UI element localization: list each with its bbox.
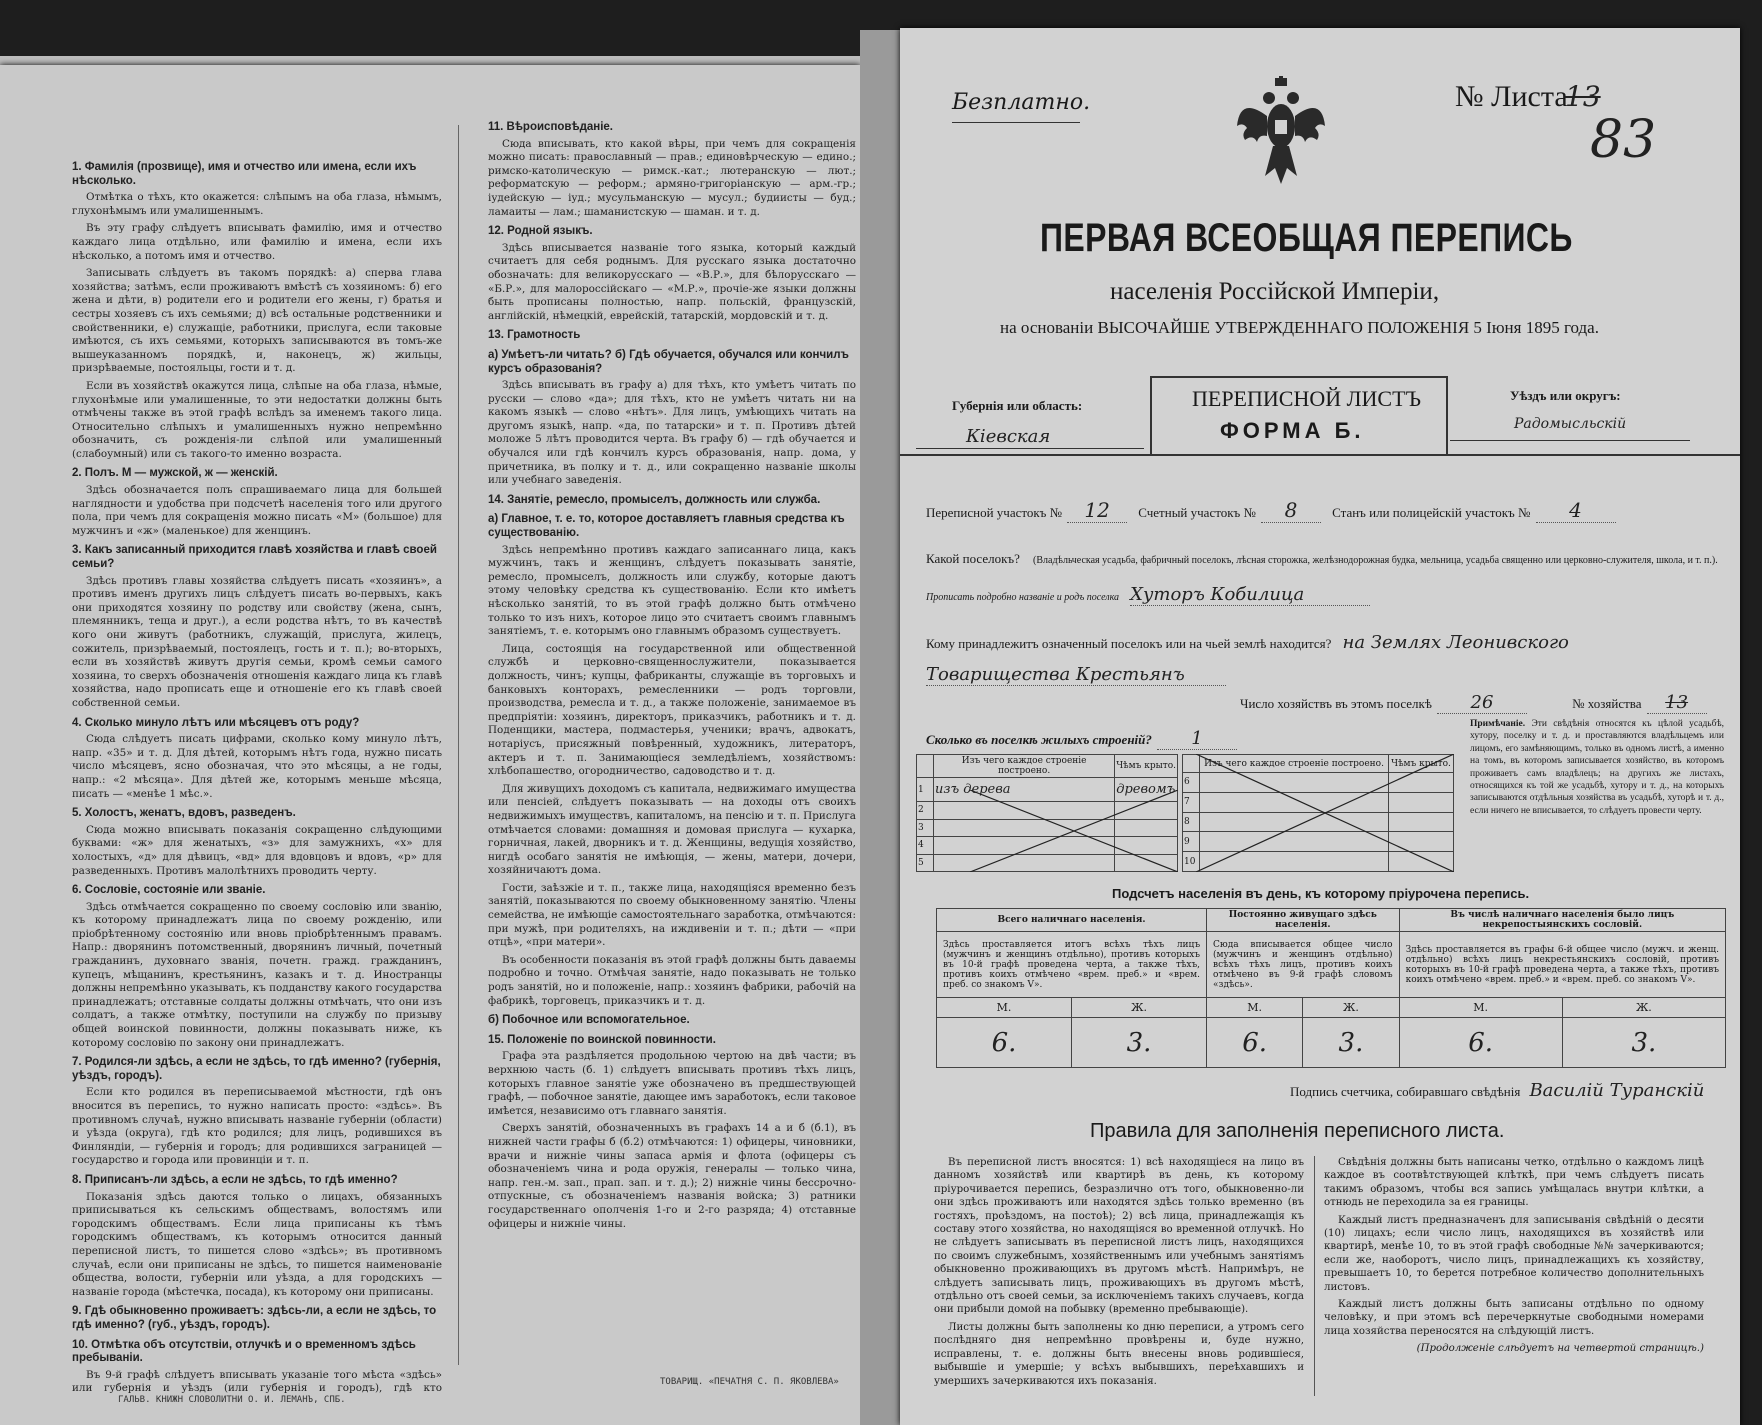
instruction-heading: 10. Отмѣтка объ отсутствіи, отлучкѣ и о временномъ здѣсь пребываніи. [72,1338,416,1365]
instruction-heading: 5. Холостъ, женатъ, вдовъ, разведенъ. [72,807,296,820]
count-district-value: 8 [1261,498,1321,523]
instruction-heading: 11. Вѣроисповѣданіе. [488,121,613,133]
count-col-desc: Здѣсь проставляется въ графы 6-й общее число (мужч. и женщ. отдѣльно) всѣхъ лицъ некрестьянскихъ сословій, противъ которыхъ въ 10-й графѣ проведена черта, а также тѣхъ, противъ коихъ отмѣчено «врем. преб.» и «врем. преб. со знакомъ V». [1399,932,1725,998]
female-header: Ж. [1072,998,1207,1018]
building-row: 1 изъ дерева древомъ [917,778,1178,802]
building-row: 10 [1183,852,1454,872]
uezd-label: Уѣздъ или округъ: [1510,388,1621,403]
instruction-heading: 2. Полъ. М — мужской, ж — женскій. [72,467,278,480]
count-col-head: Всего наличнаго населенія. [937,909,1207,932]
female-header: Ж. [1562,998,1725,1018]
non-peasant-male-count: 6. [1399,1018,1562,1068]
instruction-paragraph: Въ 9-й графѣ слѣдуетъ вписывать указаніе того мѣста «здѣсь» или губернія и уѣздъ (или губернія и городъ), гдѣ кто [72,1368,442,1395]
count-col-head: Постоянно живущаго здѣсь населенія. [1207,909,1400,932]
district-line [926,498,1726,522]
owner-line-2 [926,664,1726,686]
instruction-paragraph: Здѣсь вписывать въ графу а) для тѣхъ, кто умѣетъ читать по русски — слово «да»; для тѣхъ, кто не умѣетъ читать ни на какомъ языкѣ — слово «нѣтъ». Для лицъ, умѣющихъ читать на другомъ языкѣ, напр. «да, по татарски» и т. п. Противъ дѣтей моложе 5 лѣтъ проводится черта. Въ графу б) — гдѣ обучается и обучался или гдѣ кончилъ курсъ образованія, напр. дома, у причетника, въ полку и т. д., или сокращенно названіе школы или учебнаго заведенія. [488,379,856,487]
instruction-heading: б) Побочное или вспомогательное. [488,1014,690,1027]
households-line [1240,692,1720,714]
instruction-paragraph: Лица, состоящія на государственной или общественной службѣ и церковно-священнослужители, показывается должность, чинъ; купцы, фабриканты, служащіе въ торговыхъ и банковыхъ конторахъ, ремесленники — родъ торговли, производства, ремесла и т. д., а также положеніе, занимаемое въ предпріятіи: хозяинъ, директоръ, приказчикъ, работникъ и т. д. Поденщики, мастера, подмастерья, ученики; врачъ, адвокатъ, нотаріусъ, присяжный повѣренный, художникъ, литераторъ, актеръ и т. п. Занимающіеся земледѣліемъ, хозяйствомъ: хлѣбопашество, огородничество, садоводство и т. д. [488,642,856,778]
sheet-number-handwritten: 83 [1590,110,1657,170]
signature-value: Василій Туранскій [1529,1080,1705,1101]
instruction-heading: 7. Родился-ли здѣсь, а если не здѣсь, то гдѣ именно? (губернія, уѣздъ, городъ). [72,1056,441,1082]
count-district-label: Счетный участокъ № [1138,505,1256,520]
divider [900,454,1740,456]
page-subtitle: населенія Россійской Имперіи, [1110,278,1440,305]
building-row: 7 [1183,792,1454,812]
settlement-value: Хуторъ Кобилица [1130,584,1370,606]
guberniya-value: Кіевская [966,426,1051,447]
page-subtitle-2: на основаніи ВЫСОЧАЙШЕ УТВЕРЖДЕННАГО ПОЛОЖЕНІЯ 5 Іюня 1895 года. [1000,318,1599,337]
population-count-table [936,908,1726,1068]
owner-label: Кому принадлежитъ означенный поселокъ или на чьей землѣ находится? [926,636,1332,651]
building-row: 4 [917,837,1178,854]
instruction-paragraph: Для живущихъ доходомъ съ капитала, недвижимаго имущества или пенсіей, слѣдуетъ показывать — на доходы отъ своихъ недвижимыхъ имуществъ, капиталомъ, на пенсію и т. п. Прислуга отмѣчается словами: домашняя и домовая прислуга — кухарка, горничная, лакей, дворникъ и т. д. Женщины, ведущія хозяйство, нигдѣ особаго занятія не имѣющія, — жены, матери, дочери, хозяйничаютъ дома. [488,782,856,877]
instruction-paragraph: Графа эта раздѣляется продольною чертою на двѣ части; въ верхнюю часть (б. 1) слѣдуетъ вписывать противъ тѣхъ лицъ, которыхъ главное занятіе уже обозначено въ предшествующей графѣ, — побочное занятіе, дающее имъ заработокъ, если таковое имѣется, независимо отъ главнаго занятія. [488,1050,856,1117]
uezd-box [1450,380,1690,441]
instruction-paragraph: Здѣсь противъ главы хозяйства слѣдуетъ писать «хозяинъ», а противъ именъ другихъ лицъ слѣдуетъ писать во-первыхъ, какъ они приходятся хозяину по родству или свойству (жена, сынъ, племянникъ, теща и друг.), а если родства нѣтъ, то въ качествѣ кого они живутъ (работникъ, служащій, прислуга, жилецъ, сожитель, призрѣваемый, постоялецъ, гость и т. п.); во-вторыхъ, если въ хозяйствѣ живутъ другія семьи, кромѣ семьи самого хозяина, то сверхъ обозначенія отношенія каждаго лица къ главѣ хозяйства, надо прописать еще и отношеніе его къ главѣ своей собственной семьи. [72,574,442,709]
stan-value: 4 [1536,498,1616,523]
page-title: ПЕРВАЯ ВСЕОБЩАЯ ПЕРЕПИСЬ [1040,216,1573,260]
households-label: Число хозяйствъ въ этомъ поселкѣ [1240,696,1432,711]
instruction-paragraph: Если въ хозяйствѣ окажутся лица, слѣпые на оба глаза, нѣмые, глухонѣмые или умалишенные, то эти недостатки должны быть отмѣчены также въ этой графѣ вслѣдъ за именемъ такого лица. Относительно слѣпыхъ и умалишенныхъ нужно непремѣнно обозначить, съ рожденія-ли слѣпой или умалишенный (слабоумный) или съ такого-то именно возраста. [72,379,442,460]
sheet-number-struck: 13 [1565,80,1601,113]
cross-out-mark [1196,754,1454,872]
male-header: М. [1207,998,1303,1018]
instruction-paragraph: Показанія здѣсь даются только о лицахъ, обязанныхъ приписываться къ сельскимъ обществамъ, волостямъ или городскимъ обществамъ. Если лица приписаны къ тѣмъ городскимъ обществамъ, къ которымъ относится данный переписной листъ, то пишется слово «здѣсь»; въ противномъ случаѣ, если они приписаны не здѣсь, то пишется наименованіе общества, волости, губерніи или уѣзда, а для городскихъ — названіе города (мѣстечка, посада), къ которому они приписаны. [72,1190,442,1298]
instruction-paragraph: Здѣсь обозначается полъ спрашиваемаго лица для большей наглядности и удобства при подсчетѣ населенія того или другого пола, при чемъ для сокращенія можно писать «М» (большое) для мужчинъ и «ж» (маленькое) для женщинъ. [72,484,442,537]
building-row: 2 [917,802,1178,819]
rule-paragraph: Свѣдѣнія должны быть написаны четко, отдѣльно о каждомъ лицѣ каждое въ соотвѣтствующей клѣткѣ, при чемъ слѣдуетъ писать такимъ образомъ, чтобы вся запись умѣщалась внутри клѣтки, а отнюдь не переходила за ея границы. [1324,1157,1704,1209]
census-district-label: Переписной участокъ № [926,505,1063,520]
count-col-head: Въ числѣ наличнаго населенія было лицъ некрепостыянскихъ сословій. [1399,909,1725,932]
instruction-heading: 1. Фамилія (прозвище), имя и отчество или имена, если ихъ нѣсколько. [72,161,417,187]
instruction-paragraph: Здѣсь вписывается названіе того языка, который каждый считаетъ для себя роднымъ. Для русскаго языка достаточно обозначать: для великорусскаго — «В.Р.», для бѣлорусскаго — «Б.Р.», для малороссійскаго — «М.Р.», прочіе-же языки должны быть прописаны полностью, напр. польскій, французскій, англійскій, нѣмецкій, еврейскій, татарскій, мордовскій и т. д. [488,241,856,322]
instruction-paragraph: Сюда можно вписывать показанія сокращенно слѣдующими буквами: «ж» для женатыхъ, «з» для замужнихъ, «х» для холостыхъ, «д» для дѣвицъ, «вд» для вдовцовъ и вдовъ, «р» для разведенныхъ. Противъ малолѣтнихъ проводить черту. [72,823,442,877]
column-divider [1314,1156,1315,1396]
buildings-line [926,728,1237,750]
material-header: Изъ чего каждое строеніе построено. [934,755,1115,778]
census-district-value: 12 [1067,498,1127,523]
instruction-heading: а) Умѣетъ-ли читать? б) Гдѣ обучается, обучался или кончилъ курсъ образованія? [488,348,849,375]
instruction-heading: 3. Какъ записанный приходится главѣ хозяйства и главѣ своей семьи? [72,544,437,571]
total-male-count: 6. [937,1018,1072,1068]
form-subtitle: ФОРМА Б. [1220,418,1365,443]
building-row: 9 [1183,832,1454,852]
resident-female-count: 3. [1303,1018,1399,1068]
printer-imprint: ТОВАРИЩ. «ПЕЧАТНЯ С. П. ЯКОВЛЕВА» [660,1377,839,1387]
page-edge [860,30,902,1425]
buildings-label: Сколько въ поселкѣ жилыхъ строеній? [926,732,1152,747]
instruction-heading: 9. Гдѣ обыкновенно проживаетъ: здѣсь-ли, а если не здѣсь, то гдѣ именно? (губ., уѣздъ, городъ). [72,1305,437,1331]
rule-paragraph: Въ переписной листъ вносятся: 1) всѣ находящіеся на лицо въ данномъ хозяйствѣ или квартирѣ въ день, къ которому пріурочивается перепись, безразлично отъ того, обыкновенно-ли они здѣсь проживаютъ или находятся здѣсь только временно (въ гостяхъ, проѣздомъ, на постоѣ); 2) всѣ лица, принадлежащія къ составу этого хозяйства, но находящіяся во временной отлучкѣ. Но не слѣдуетъ записывать въ переписной листъ лицъ, находящихся по своимъ служебнымъ, хозяйственнымъ или учебнымъ занятіямъ обыкновенно проживающихъ въ другомъ мѣстѣ. Напримѣръ, не слѣдуетъ записывать лицъ, проживающихъ въ другомъ мѣстѣ, отдѣльно отъ своей семьи, за исключеніемъ такихъ случаевъ, когда они прибыли домой на побывку (временно пребывающіе). [934,1157,1304,1316]
note-title: Примѣчаніе. [1470,719,1526,729]
stan-label: Станъ или полицейскій участокъ № [1332,505,1531,520]
total-female-count: 3. [1072,1018,1207,1068]
settlement-hint-2: Прописать подробно названіе и родъ поселка [926,592,1120,603]
signature-line [1290,1080,1704,1101]
settlement-name-line [926,584,1726,606]
building-row: 8 [1183,812,1454,832]
count-col-desc: Здѣсь проставляется итогъ всѣхъ тѣхъ лицъ (мужчинъ и женщинъ отдѣльно), противъ которыхъ въ 10-й графѣ проведена черта, а также тѣхъ, противъ коихъ отмѣчено «врем. преб.» и «врем. преб. со знакомъ V». [937,932,1207,998]
building-row: 5 [917,854,1178,871]
owner-value-1: на Землях Леонивского [1342,632,1569,653]
buildings-value: 1 [1157,728,1237,750]
instruction-heading: 13. Грамотность [488,329,581,342]
instruction-heading: 12. Родной языкъ. [488,225,593,238]
male-header: М. [937,998,1072,1018]
instruction-paragraph: Сюда слѣдуетъ писать цифрами, сколько кому минуло лѣтъ, напр. «35» и т. д. Для дѣтей, которымъ нѣтъ года, нужно писать число мѣсяцевъ, ясно обозначая, что это мѣсяцы, а не годы, напр.: «2 мѣсяца». Для дѣтей же, которымъ меньше мѣсяца, писать — «менѣе 1 мѣс.». [72,733,442,800]
instruction-paragraph: Записывать слѣдуетъ въ такомъ порядкѣ: а) сперва глава хозяйства; затѣмъ, если проживаютъ вмѣстѣ съ хозяиномъ: б) его жена и дѣти, в) родители его и родители его жены, г) братья и сестры хозяевъ съ ихъ семьями; д) всѣ остальные родственники и свойственники, е) служащіе, работники, прислуга, если таковые имѣются, съ ихъ семьями, которыхъ записываются въ томъ-же вышеуказанномъ порядкѣ, и, наконецъ, ж) жильцы, призрѣваемые, постояльцы, гости и т. д. [72,267,442,375]
owner-value-2: Товарищества Крестьянъ [926,664,1226,686]
instruction-paragraph: Отмѣтка о тѣхъ, кто окажется: слѣпымъ на оба глаза, нѣмымъ, глухонѣмымъ или умалишеннымъ. [72,191,442,217]
rules-right-column [1324,1156,1704,1406]
instructions-page [0,65,860,1425]
free-label: Безплатно. [952,90,1091,115]
instruction-paragraph: Здѣсь отмѣчается сокращенно по своему сословію или званію, къ которому принадлежатъ лица по своему рожденію, или пріобрѣтенному состоянію или вновь пріобрѣтеннымъ правамъ. Напр.: дворянинъ потомственный, дворянинъ личный, почетный гражданинъ, духовнаго званія, почетн. гражд. гражданинъ, купецъ, мѣщанинъ, крестьянинъ, казакъ и т. д. Иностранцы должны непремѣнно указывать, къ подданству какого государства принадлежатъ; отставные солдаты должны отмѣчать, что они изъ солдатъ, а также отмѣтку, поступили на службу по призыву общей воинской повинности, должны показывать ниже, къ которому сословію по закону они принадлежатъ. [72,900,442,1049]
owner-line [926,632,1726,653]
uezd-value: Радомысльскій [1514,416,1627,432]
instruction-heading: 15. Положеніе по воинской повинности. [488,1033,716,1046]
instruction-paragraph: Если кто родился въ переписываемой мѣстности, гдѣ онъ вносится въ перепись, то нужно написать просто: «здѣсь». Въ противномъ случаѣ, нужно вписывать названіе губерніи (области) и уѣзда (округа), гдѣ кто родился; для лицъ, родившихся въ Финляндіи, — губернія и городъ; для родившихся заграницей — государство и города или провинціи и т. п. [72,1086,442,1167]
rules-title: Правила для заполненія переписного листа. [1090,1120,1505,1142]
non-peasant-female-count: 3. [1562,1018,1725,1068]
resident-male-count: 6. [1207,1018,1303,1068]
rule-paragraph: Каждый листъ предназначенъ для записыванія свѣдѣній о десяти (10) лицахъ; если число лицъ, находящихся въ хозяйствѣ или квартирѣ, менѣе 10, то въ этой графѣ свободные №№ зачеркиваются; если же, наоборотъ, число лицъ, принадлежащихъ къ хозяйству, превышаетъ 10, то берется потребное количество дополнительныхъ листовъ. [1324,1214,1704,1293]
divider [952,122,1080,123]
instruction-paragraph: Въ эту графу слѣдуетъ вписывать фамилію, имя и отчество каждаго лица отдѣльно, или фамилію и имена, если ихъ нѣсколько, а потомъ имя и отчество. [72,222,442,262]
column-divider [458,125,459,1365]
form-title-box [1150,376,1448,456]
rule-paragraph: Каждый листъ должны быть записаны отдѣльно по одному человѣку, и при этомъ всѣ перечеркнутые свободными номерами лица хозяйства переносятся на слѣдующій листъ. [1324,1299,1704,1337]
instruction-paragraph: Въ особенности показанія въ этой графѣ должны быть даваемы подробно и точно. Отмѣчая занятіе, надо показывать не только родъ занятій, но и положеніе, напр.: хозяинъ фабрики, рабочій на фабрикѣ, торговецъ, приказчикъ и т. д. [488,953,856,1007]
roof-header: Чѣмъ крыто. [1115,755,1178,778]
instruction-heading: 4. Сколько минуло лѣтъ или мѣсяцевъ отъ роду? [72,716,360,729]
guberniya-box [916,388,1144,449]
material-header: Изъ чего каждое строеніе построено. [1200,755,1389,773]
printer-imprint: ГАЛЬВ. КНИЖН СЛОВОЛИТНИ О. И. ЛЕМАНЪ, СПБ. [118,1395,346,1405]
rule-paragraph: Листы должны быть заполнены ко дню переписи, а утромъ сего послѣдняго дня непремѣнно провѣрены и, буде нужно, исправлены, т. е. должны быть внесены вновь родившіеся, выбывшіе и умершіе; у всѣхъ выбывшихъ, переѣхавшихъ и умершихъ зачеркиваются ихъ показанія. [934,1321,1304,1387]
settlement-block [926,548,1726,567]
rules-left-column [934,1156,1304,1396]
note-block [1470,718,1724,817]
instruction-paragraph: Сюда вписывать, кто какой вѣры, при чемъ для сокращенія можно писать: православный — прав.; единовѣрческую — едино.; римско-католическую — римск.-кат.; лютеранскую — лют.; реформатскую — реформ.; армяно-григоріанскую — арм.-гр.; іудейскую — іуд.; мусульманскую — мусул.; будиисты — буд.; ламаиты — лам.; шаманистскую — шаман. и т. д. [488,137,856,218]
settlement-hint: (Владѣльческая усадьба, фабричный поселокъ, лѣсная сторожка, желѣзнодорожная будка, мельница, усадьба священно или церковно-служителя, школа, и т. п.). [1033,555,1718,566]
building-row: 3 [917,819,1178,836]
households-value: 26 [1437,692,1527,714]
double-headed-eagle-emblem [1235,76,1327,186]
settlement-label: Какой поселокъ? [926,551,1020,566]
instruction-paragraph: Здѣсь непремѣнно противъ каждаго записаннаго лица, какъ мужчинъ, такъ и женщинъ, слѣдуетъ показывать занятіе, ремесло, промыселъ, должность или службу, которые даютъ этому человѣку средства къ существованію. Если кто имѣетъ нѣсколько занятій, то въ этой графѣ должно быть отмѣчено только то изъ нихъ, которое лицо это считаетъ своимъ главнымъ занятіемъ, т. е. которымъ оно главнымъ образомъ существуетъ. [488,543,856,638]
guberniya-label: Губернія или область: [952,398,1083,413]
census-form-page [900,28,1740,1425]
form-title: ПЕРЕПИСНОЙ ЛИСТЪ [1192,386,1422,411]
household-number-value: 13 [1647,692,1707,714]
instruction-heading: 6. Сословіе, состояніе или званіе. [72,884,266,897]
instruction-heading: а) Главное, т. е. то, которое доставляетъ главныя средства къ существованію. [488,513,845,540]
male-header: М. [1399,998,1562,1018]
count-col-desc: Сюда вписывается общее число (мужчинъ и женщинъ отдѣльно) всѣхъ тѣхъ лицъ, противъ коихъ отмѣчено въ 9-й графѣ словомъ «здѣсь». [1207,932,1400,998]
roof-header: Чѣмъ крыто. [1389,755,1454,773]
instruction-heading: 14. Занятіе, ремесло, промыселъ, должность или служба. [488,493,821,506]
sheet-number-label: № Листа [1455,80,1568,113]
cross-out-mark [930,790,1178,872]
instructions-column-1 [72,155,442,1395]
buildings-table [916,754,1456,874]
instruction-paragraph: Сверхъ занятій, обозначенныхъ въ графахъ 14 а и б (б.1), въ нижней части графы б (б.2) отмѣчаются: 1) офицеры, чиновники, врачи и нижніе чины запаса армія и флота (офицеры съ обозначеніемъ чина и рода оружія, генералы — только чина, напр. ген.-м. зап., прап. зап. и т. д.); 2) нижніе чины бессрочно-отпускные, съ обозначеніемъ названія войска; 3) ратники государственнаго ополченія 1-го и 2-го разряда; 4) отставные офицеры и нижніе чины. [488,1122,856,1230]
instructions-column-2 [488,115,856,1375]
female-header: Ж. [1303,998,1399,1018]
note-text: Эти свѣдѣнія относятся къ цѣлой усадьбѣ, хутору, поселку и т. д. и проставляются владѣльцемъ или лицомъ, его замѣняющимъ, только въ одномъ листѣ, а именно на томъ, въ которомъ записывается хозяйство, въ которомъ проживаетъ самъ владѣлецъ; на другихъ же листахъ, относящихся къ той же усадьбѣ, хутору и т. д., на которыхъ записываются отдѣльныя хозяйства въ усадьбѣ, хуторѣ и т. д., если ничего не вписывается, то слѣдуетъ провести черту. [1470,719,1724,816]
instruction-paragraph: Гости, заѣзжіе и т. п., также лица, находящіяся временно безъ занятій, показываются по своему обыкновенному занятію. Члены семейства, не имѣющіе самостоятельнаго заработка, отмѣчаются: при мужѣ, при родителяхъ, на иждивеніи и т. п.; дѣти — «при отцѣ», «при матери». [488,881,856,949]
household-number-label: № хозяйства [1572,696,1642,711]
signature-label: Подпись счетчика, собиравшаго свѣдѣнія [1290,1084,1521,1099]
instruction-heading: 8. Приписанъ-ли здѣсь, а если не здѣсь, то гдѣ именно? [72,1173,398,1186]
rules-continuation-note: (Продолженіе слѣдуетъ на четвертой страницѣ.) [1416,1343,1704,1355]
building-row: 6 [1183,773,1454,793]
population-count-title: Подсчетъ населенія въ день, къ которому пріурочена перепись. [1112,886,1530,901]
